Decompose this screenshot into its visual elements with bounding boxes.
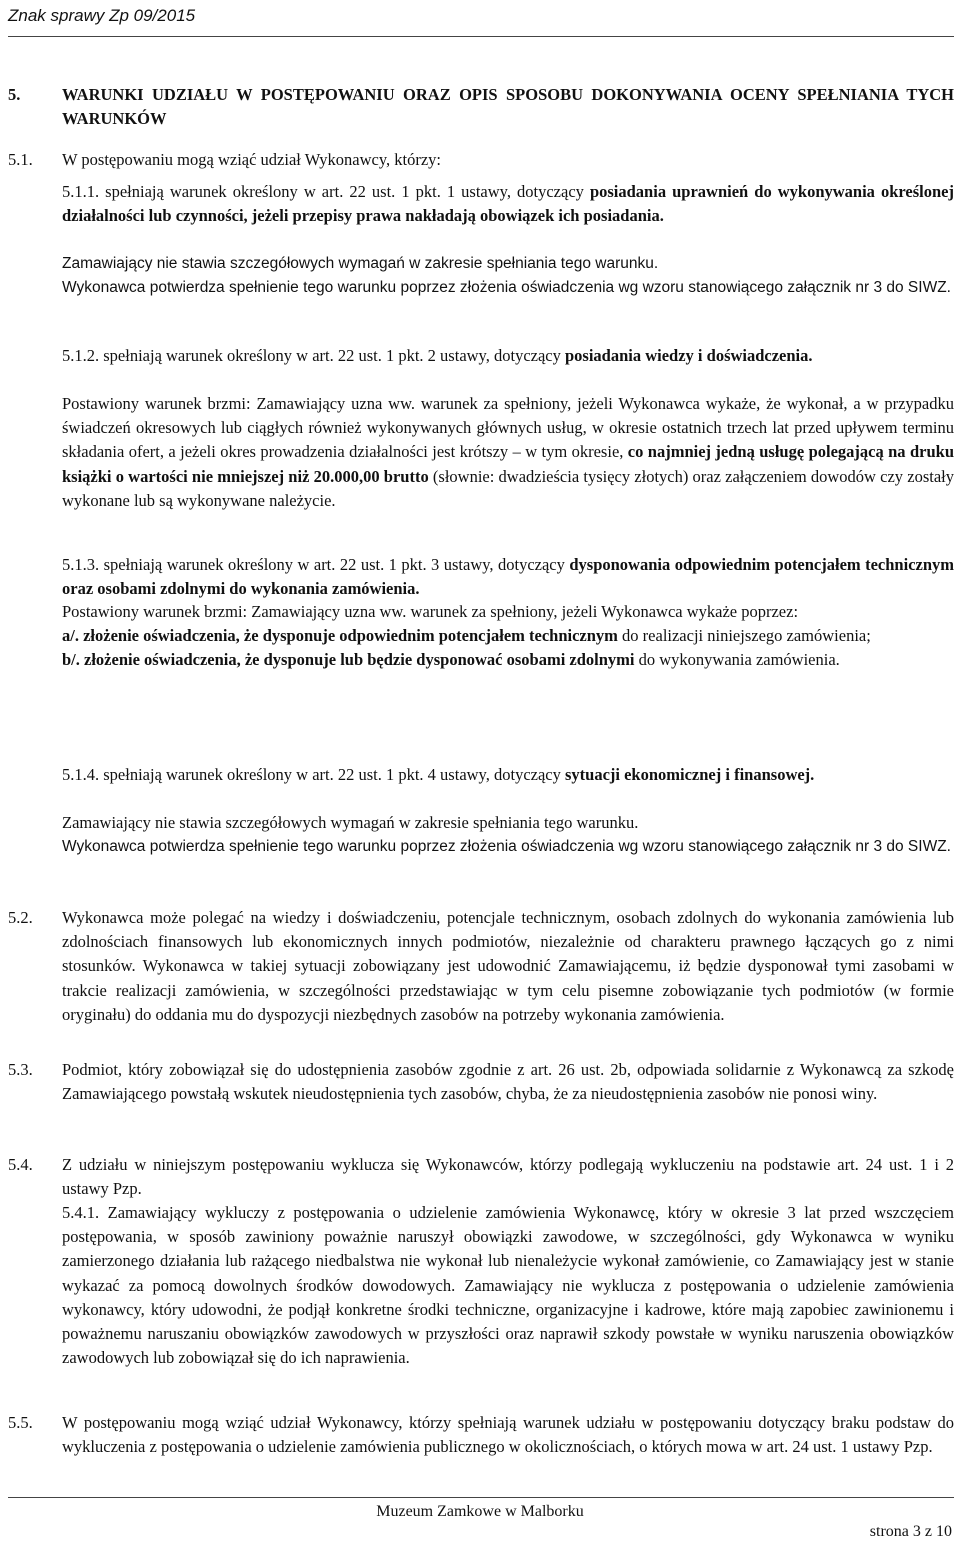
s512-intro: spełniają warunek określony w art. 22 ust. 1 pkt. 2 ustawy, dotyczący bbox=[103, 346, 561, 365]
case-number-header: Znak sprawy Zp 09/2015 bbox=[8, 6, 196, 25]
section-5-1-3 bbox=[62, 553, 954, 601]
s512-p1: Postawiony warunek brzmi: Zamawiający uzna ww. warunek za spełniony, jeżeli Wykonawca wykaże, że wykonał, a w przypadku świadczeń okresowych lub ciągłych również wykonywanych głównych usług, w okresie ostatnich trzech lat przed upływem terminu składania ofert, a jeżeli okres prowadzenia działalności jest krótszy – w tym okresie, bbox=[62, 394, 954, 462]
section-5-1-text: W postępowaniu mogą wziąć udział Wykonawcy, którzy: bbox=[62, 150, 442, 169]
s514-line2: Wykonawca potwierdza spełnienie tego warunku poprzez złożenia oświadczenia wg wzoru stanowiącego załącznik nr 3 do SIWZ. bbox=[62, 838, 951, 856]
s512-p1-tail: (słownie: dwadzieścia tysięcy złotych) oraz załączeniem dowodów czy zostały wykonane lub są wykonywane należycie. bbox=[62, 466, 954, 510]
s514-body bbox=[62, 811, 954, 859]
section-5-4-text: Z udziału w niniejszym postępowaniu wyklucza się Wykonawców, którzy podlegają wykluczeniu na podstawie art. 24 ust. 1 i 2 ustawy Pzp. bbox=[62, 1155, 954, 1199]
s511-line2: Wykonawca potwierdza spełnienie tego warunku poprzez złożenia oświadczenia wg wzoru stanowiącego załącznik nr 3 do SIWZ. bbox=[62, 279, 951, 297]
section-5-3-number: 5.3. bbox=[8, 1060, 33, 1079]
section-5-title: WARUNKI UDZIAŁU W POSTĘPOWANIU ORAZ OPIS SPOSOBU DOKONYWANIA OCENY SPEŁNIANIA TYCH WARUNKÓW bbox=[62, 85, 954, 129]
s514-line1: Zamawiający nie stawia szczegółowych wymagań w zakresie spełniania tego warunku. bbox=[62, 813, 639, 832]
s514-intro: 5.1.4. spełniają warunek określony w art. 22 ust. 1 pkt. 4 ustawy, dotyczący bbox=[62, 765, 561, 784]
section-5-4-number: 5.4. bbox=[8, 1155, 33, 1174]
footer-divider bbox=[8, 1497, 954, 1498]
s512-p1-bold: co najmniej jedną usługę polegającą na druku książki o wartości nie mniejszej niż 20.000,00 brutto bbox=[62, 442, 954, 486]
s511-line1: Zamawiający nie stawia szczegółowych wymagań w zakresie spełniania tego warunku. bbox=[62, 255, 659, 272]
s512-num: 5.1.2. bbox=[62, 346, 100, 365]
section-5-1-4 bbox=[62, 763, 954, 787]
section-5-1-number: 5.1. bbox=[8, 150, 33, 169]
section-5-5-text: W postępowaniu mogą wziąć udział Wykonawcy, którzy spełniają warunek udziału w postępowaniu dotyczący braku podstaw do wykluczenia z postępowania o udzielenie zamówienia publicznego w okolicznościach, o których mowa w art. 24 ust. 1 ustawy Pzp. bbox=[62, 1413, 954, 1457]
section-5-5-number: 5.5. bbox=[8, 1413, 33, 1432]
section-5-3-text: Podmiot, który zobowiązał się do udostępnienia zasobów zgodnie z art. 26 ust. 2b, odpowiada solidarnie z Wykonawcą za szkodę Zamawiającego powstałą wskutek nieudostępnienia tych zasobów, chyba, że za nieudostępnienia zasobów nie ponosi winy. bbox=[62, 1060, 954, 1104]
section-5-1-2 bbox=[62, 344, 954, 368]
s511-bold: posiadania uprawnień do wykonywania określonej działalności lub czynności, jeżeli przepisy prawa nakładają obowiązek ich posiadania. bbox=[62, 182, 955, 226]
s514-bold: sytuacji ekonomicznej i finansowej. bbox=[564, 765, 815, 784]
s512-body bbox=[62, 392, 954, 513]
header-divider bbox=[8, 36, 954, 37]
footer-org: Muzeum Zamkowe w Malborku bbox=[376, 1503, 584, 1520]
s513-bold: dysponowania odpowiednim potencjałem technicznym oraz osobami zdolnymi do wykonania zamówienia. bbox=[62, 555, 955, 599]
s513-b-bold: b/. złożenie oświadczenia, że dysponuje lub będzie dysponować osobami zdolnymi bbox=[62, 650, 635, 670]
page-number: strona 3 z 10 bbox=[869, 1523, 952, 1540]
section-5-4-1-text: 5.4.1. Zamawiający wykluczy z postępowania o udzielenie zamówienia Wykonawcę, który w okresie 3 lat przed wszczęciem postępowania, w sposób zawiniony poważnie naruszył obowiązki zawodowe, w szczególności, gdy Wykonawca w wyniku zamierzonego działania lub rażącego niedbalstwa nie wykonał lub nienależycie wykonał zamówienie, co Zamawiający jest w stanie wykazać za pomocą dowolnych środków dowodowych. Zamawiający nie wyklucza z postępowania o udzielenie zamówienia wykonawcy, który udowodni, że podjął konkretne środki techniczne, organizacyjne i kadrowe, które mają zapobiec zawinionemu i poważnemu naruszaniu obowiązków zawodowych w przyszłości oraz naprawił szkody powstałe w wyniku naruszenia obowiązków zawodowych lub zobowiązał się do ich naprawienia. bbox=[62, 1203, 954, 1368]
s511-body bbox=[62, 252, 954, 300]
s513-a-bold: a/. złożenie oświadczenia, że dysponuje odpowiednim potencjałem technicznym bbox=[62, 626, 618, 646]
section-5-2-number: 5.2. bbox=[8, 908, 33, 927]
s512-bold: posiadania wiedzy i doświadczenia. bbox=[564, 346, 813, 365]
s511-intro: 5.1.1. spełniają warunek określony w art. 22 ust. 1 pkt. 1 ustawy, dotyczący bbox=[62, 182, 584, 201]
section-5-2-text: Wykonawca może polegać na wiedzy i doświadczeniu, potencjale technicznym, osobach zdolnych do wykonania zamówienia lub zdolnościach finansowych lub ekonomicznych innych podmiotów, niezależnie od charakteru prawnego łączących go z nimi stosunków. Wykonawca w takiej sytuacji zobowiązany jest udowodnić Zamawiającemu, iż będzie dysponował tymi zasobami w trakcie realizacji zamówienia, w szczególności przedstawiając w tym celu pisemne zobowiązanie tych podmiotów (w formie oryginału) do oddania mu do dyspozycji niezbędnych zasobów na potrzeby wykonania zamówienia. bbox=[62, 908, 954, 1024]
s513-b-tail: do wykonywania zamówienia. bbox=[638, 650, 840, 670]
s513-a-tail: do realizacji niniejszego zamówienia; bbox=[622, 626, 871, 646]
s513-body bbox=[62, 600, 954, 673]
s513-intro: 5.1.3. spełniają warunek określony w art. 22 ust. 1 pkt. 3 ustawy, dotyczący bbox=[62, 555, 565, 574]
s513-p1: Postawiony warunek brzmi: Zamawiający uzna ww. warunek za spełniony, jeżeli Wykonawca wykaże poprzez: bbox=[62, 602, 799, 621]
section-5-1-1 bbox=[62, 180, 954, 228]
section-5-number: 5. bbox=[8, 85, 21, 104]
